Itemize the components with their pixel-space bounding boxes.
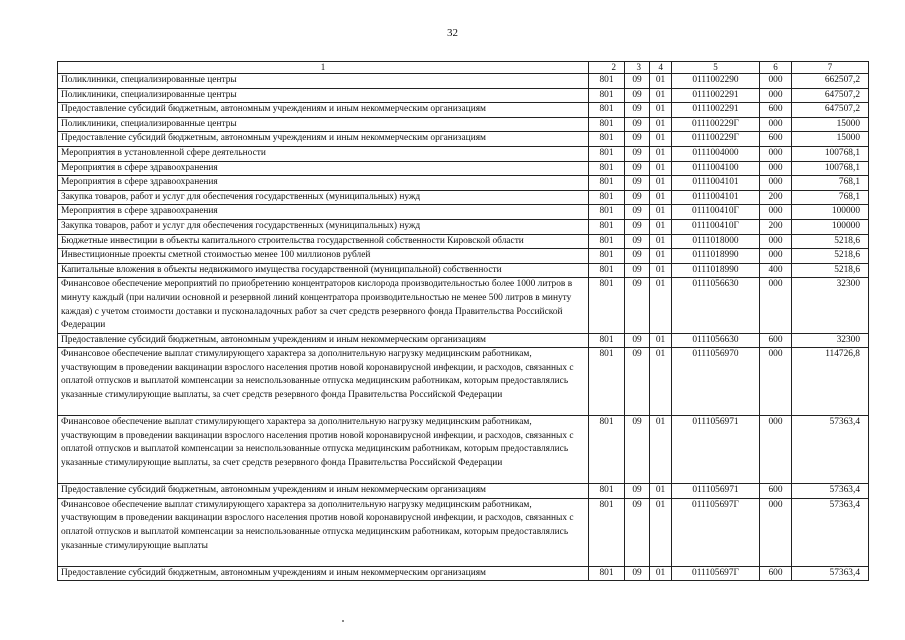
- cell-target-article: 0111056630: [672, 278, 760, 333]
- cell-subsection: 09: [625, 205, 650, 220]
- page-number: 32: [447, 27, 458, 39]
- cell-target-article: 0111056971: [672, 484, 760, 499]
- table-row: [58, 161, 869, 176]
- cell-subsection: 09: [625, 333, 650, 348]
- cell-subsection2: 01: [650, 249, 672, 264]
- cell-subsection: 09: [625, 74, 650, 89]
- cell-section: 801: [589, 117, 625, 132]
- cell-amount: 5218,6: [792, 263, 869, 278]
- cell-amount: 647507,2: [792, 88, 869, 103]
- cell-name: Мероприятия в сфере здравоохранения: [58, 176, 589, 191]
- table-row: [58, 103, 869, 118]
- cell-subsection: 09: [625, 234, 650, 249]
- cell-expense-type: 000: [760, 161, 792, 176]
- cell-amount: 5218,6: [792, 234, 869, 249]
- cell-target-article: 011100229Г: [672, 117, 760, 132]
- cell-section: 801: [589, 146, 625, 161]
- cell-name: Финансовое обеспечение выплат стимулирующего характера за дополнительную нагрузку медицинским работникам, участвующим в проведении вакцинации взрослого населения против новой коронавирусной инфекции, и расходов, связанных с оплатой отпусков и выплатой компенсации за неиспользованные отпуска медицинским работникам, которым предоставлялись указанные стимулирующие выплаты, за счет средств резервного фонда Правительства Российской Федерации: [58, 348, 589, 416]
- cell-section: 801: [589, 103, 625, 118]
- cell-section: 801: [589, 484, 625, 499]
- cell-amount: 57363,4: [792, 416, 869, 484]
- cell-section: 801: [589, 88, 625, 103]
- cell-subsection: 09: [625, 146, 650, 161]
- table-row: [58, 484, 869, 499]
- cell-name: Мероприятия в сфере здравоохранения: [58, 161, 589, 176]
- cell-amount: 5218,6: [792, 249, 869, 264]
- cell-amount: 32300: [792, 278, 869, 333]
- cell-amount: 15000: [792, 117, 869, 132]
- cell-expense-type: 600: [760, 103, 792, 118]
- cell-section: 801: [589, 263, 625, 278]
- header-cell-5: 5: [672, 62, 760, 74]
- cell-subsection: 09: [625, 176, 650, 191]
- cell-expense-type: 000: [760, 348, 792, 416]
- cell-amount: 114726,8: [792, 348, 869, 416]
- cell-section: 801: [589, 176, 625, 191]
- cell-expense-type: 000: [760, 234, 792, 249]
- cell-expense-type: 000: [760, 88, 792, 103]
- header-cell-2: 2: [589, 62, 625, 74]
- cell-subsection: 09: [625, 416, 650, 484]
- cell-subsection2: 01: [650, 161, 672, 176]
- cell-target-article: 0111004101: [672, 176, 760, 191]
- cell-amount: 32300: [792, 333, 869, 348]
- cell-amount: 100000: [792, 219, 869, 234]
- table-row: [58, 333, 869, 348]
- cell-expense-type: 200: [760, 190, 792, 205]
- cell-name: Финансовое обеспечение выплат стимулирующего характера за дополнительную нагрузку медицинским работникам, участвующим в проведении вакцинации взрослого населения против новой коронавирусной инфекции, и расходов, связанных с оплатой отпусков и выплатой компенсации за неиспользованные отпуска медицинским работникам, которым предоставлялись указанные стимулирующие выплаты, за счет средств резервного фонда Правительства Российской Федерации: [58, 416, 589, 484]
- cell-name: Предоставление субсидий бюджетным, автономным учреждениям и иным некоммерческим организациям: [58, 333, 589, 348]
- cell-target-article: 011105697Г: [672, 498, 760, 566]
- cell-target-article: 011105697Г: [672, 566, 760, 581]
- cell-amount: 662507,2: [792, 74, 869, 89]
- table-row: [58, 498, 869, 566]
- cell-target-article: 0111056630: [672, 333, 760, 348]
- cell-section: 801: [589, 278, 625, 333]
- cell-name: Предоставление субсидий бюджетным, автономным учреждениям и иным некоммерческим организациям: [58, 103, 589, 118]
- cell-amount: 57363,4: [792, 498, 869, 566]
- cell-expense-type: 000: [760, 249, 792, 264]
- table-row: [58, 566, 869, 581]
- cell-subsection: 09: [625, 484, 650, 499]
- cell-subsection2: 01: [650, 278, 672, 333]
- cell-name: Закупка товаров, работ и услуг для обеспечения государственных (муниципальных) нужд: [58, 190, 589, 205]
- cell-amount: 768,1: [792, 190, 869, 205]
- cell-subsection2: 01: [650, 88, 672, 103]
- cell-section: 801: [589, 161, 625, 176]
- cell-subsection: 09: [625, 190, 650, 205]
- cell-amount: 100768,1: [792, 161, 869, 176]
- table-row: [58, 348, 869, 416]
- cell-subsection2: 01: [650, 484, 672, 499]
- cell-subsection2: 01: [650, 190, 672, 205]
- cell-expense-type: 000: [760, 416, 792, 484]
- cell-subsection2: 01: [650, 498, 672, 566]
- cell-target-article: 0111004000: [672, 146, 760, 161]
- table-row: [58, 219, 869, 234]
- cell-subsection2: 01: [650, 263, 672, 278]
- cell-subsection: 09: [625, 566, 650, 581]
- cell-target-article: 0111018000: [672, 234, 760, 249]
- cell-target-article: 0111056971: [672, 416, 760, 484]
- cell-subsection: 09: [625, 263, 650, 278]
- cell-expense-type: 000: [760, 74, 792, 89]
- cell-target-article: 011100410Г: [672, 205, 760, 220]
- cell-subsection: 09: [625, 348, 650, 416]
- cell-amount: 15000: [792, 132, 869, 147]
- cell-subsection: 09: [625, 88, 650, 103]
- cell-subsection: 09: [625, 249, 650, 264]
- cell-subsection2: 01: [650, 74, 672, 89]
- cell-target-article: 0111004100: [672, 161, 760, 176]
- cell-name: Поликлиники, специализированные центры: [58, 74, 589, 89]
- table-row: [58, 132, 869, 147]
- cell-name: Финансовое обеспечение мероприятий по приобретению концентраторов кислорода производительностью более 1000 литров в минуту каждый (при наличии основной и резервной линий концентратора производительностью не менее 500 литров в минуту каждая) с учетом стоимости доставки и пусконаладочных работ за счет средств резервного фонда Правительства Российской Федерации: [58, 278, 589, 333]
- cell-section: 801: [589, 249, 625, 264]
- cell-name: Поликлиники, специализированные центры: [58, 88, 589, 103]
- table-row: [58, 234, 869, 249]
- table-row: [58, 146, 869, 161]
- cell-section: 801: [589, 498, 625, 566]
- cell-subsection: 09: [625, 219, 650, 234]
- cell-target-article: 0111018990: [672, 263, 760, 278]
- cell-section: 801: [589, 219, 625, 234]
- cell-name: Поликлиники, специализированные центры: [58, 117, 589, 132]
- cell-subsection2: 01: [650, 348, 672, 416]
- table-row: [58, 88, 869, 103]
- cell-expense-type: 600: [760, 132, 792, 147]
- cell-expense-type: 600: [760, 484, 792, 499]
- cell-name: Бюджетные инвестиции в объекты капитального строительства государственной собственности Кировской области: [58, 234, 589, 249]
- cell-subsection: 09: [625, 117, 650, 132]
- cell-subsection2: 01: [650, 117, 672, 132]
- cell-subsection: 09: [625, 161, 650, 176]
- cell-section: 801: [589, 348, 625, 416]
- cell-name: Предоставление субсидий бюджетным, автономным учреждениям и иным некоммерческим организациям: [58, 484, 589, 499]
- cell-name: Финансовое обеспечение выплат стимулирующего характера за дополнительную нагрузку медицинским работникам, участвующим в проведении вакцинации взрослого населения против новой коронавирусной инфекции, и расходов, связанных с оплатой отпусков и выплатой компенсации за неиспользованные отпуска медицинским работникам, которым предоставлялись указанные стимулирующие выплаты: [58, 498, 589, 566]
- cell-target-article: 011100410Г: [672, 219, 760, 234]
- cell-target-article: 0111002291: [672, 103, 760, 118]
- cell-subsection2: 01: [650, 146, 672, 161]
- cell-expense-type: 600: [760, 333, 792, 348]
- table-row: [58, 190, 869, 205]
- cell-section: 801: [589, 74, 625, 89]
- cell-section: 801: [589, 566, 625, 581]
- cell-name: Мероприятия в сфере здравоохранения: [58, 205, 589, 220]
- cell-name: Предоставление субсидий бюджетным, автономным учреждениям и иным некоммерческим организациям: [58, 566, 589, 581]
- cell-name: Капитальные вложения в объекты недвижимого имущества государственной (муниципальной) собственности: [58, 263, 589, 278]
- cell-subsection: 09: [625, 103, 650, 118]
- header-row: [58, 62, 869, 74]
- cell-target-article: 0111004101: [672, 190, 760, 205]
- cell-expense-type: 200: [760, 219, 792, 234]
- table-row: [58, 74, 869, 89]
- header-cell-3: 3: [625, 62, 650, 74]
- cell-amount: 57363,4: [792, 566, 869, 581]
- cell-amount: 647507,2: [792, 103, 869, 118]
- cell-subsection2: 01: [650, 103, 672, 118]
- cell-target-article: 0111018990: [672, 249, 760, 264]
- cell-subsection2: 01: [650, 205, 672, 220]
- cell-section: 801: [589, 416, 625, 484]
- cell-amount: 100000: [792, 205, 869, 220]
- cell-section: 801: [589, 132, 625, 147]
- table-row: [58, 176, 869, 191]
- cell-expense-type: 000: [760, 278, 792, 333]
- scan-speck: [342, 620, 344, 622]
- cell-name: Мероприятия в установленной сфере деятельности: [58, 146, 589, 161]
- cell-target-article: 0111002290: [672, 74, 760, 89]
- header-cell-6: 6: [760, 62, 792, 74]
- cell-subsection2: 01: [650, 333, 672, 348]
- cell-section: 801: [589, 190, 625, 205]
- cell-subsection2: 01: [650, 234, 672, 249]
- cell-expense-type: 000: [760, 205, 792, 220]
- cell-amount: 57363,4: [792, 484, 869, 499]
- header-cell-7: 7: [792, 62, 869, 74]
- table-row: [58, 249, 869, 264]
- table-row: [58, 117, 869, 132]
- cell-expense-type: 000: [760, 176, 792, 191]
- cell-expense-type: 000: [760, 117, 792, 132]
- cell-expense-type: 000: [760, 146, 792, 161]
- cell-name: Инвестиционные проекты сметной стоимостью менее 100 миллионов рублей: [58, 249, 589, 264]
- cell-expense-type: 000: [760, 498, 792, 566]
- cell-subsection: 09: [625, 498, 650, 566]
- header-cell-4: 4: [650, 62, 672, 74]
- cell-amount: 100768,1: [792, 146, 869, 161]
- cell-section: 801: [589, 234, 625, 249]
- cell-target-article: 0111002291: [672, 88, 760, 103]
- cell-name: Закупка товаров, работ и услуг для обеспечения государственных (муниципальных) нужд: [58, 219, 589, 234]
- cell-expense-type: 600: [760, 566, 792, 581]
- table-row: [58, 278, 869, 333]
- cell-subsection2: 01: [650, 416, 672, 484]
- cell-section: 801: [589, 205, 625, 220]
- cell-subsection2: 01: [650, 132, 672, 147]
- cell-target-article: 0111056970: [672, 348, 760, 416]
- cell-name: Предоставление субсидий бюджетным, автономным учреждениям и иным некоммерческим организациям: [58, 132, 589, 147]
- cell-subsection2: 01: [650, 219, 672, 234]
- cell-subsection2: 01: [650, 176, 672, 191]
- table-row: [58, 263, 869, 278]
- cell-amount: 768,1: [792, 176, 869, 191]
- cell-target-article: 011100229Г: [672, 132, 760, 147]
- header-cell-1: 1: [58, 62, 589, 74]
- budget-table: [57, 61, 869, 581]
- cell-subsection2: 01: [650, 566, 672, 581]
- cell-section: 801: [589, 333, 625, 348]
- cell-subsection: 09: [625, 278, 650, 333]
- cell-expense-type: 400: [760, 263, 792, 278]
- table-row: [58, 205, 869, 220]
- cell-subsection: 09: [625, 132, 650, 147]
- table-row: [58, 416, 869, 484]
